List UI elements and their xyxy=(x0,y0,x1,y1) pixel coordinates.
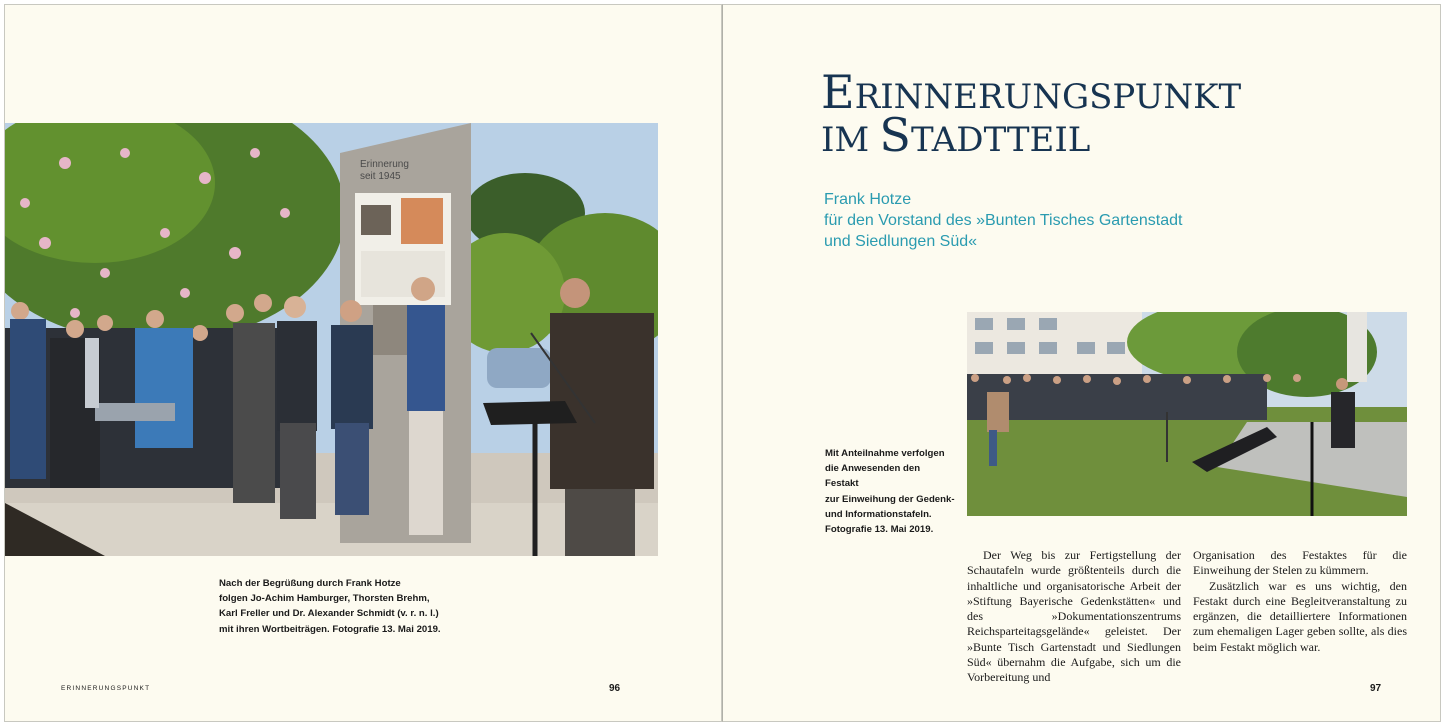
title-rest: RINNERUNGSPUNKT xyxy=(854,77,1242,117)
caption-line: folgen Jo-Achim Hamburger, Thorsten Brehm, xyxy=(219,593,430,605)
body-column-1 xyxy=(967,548,1181,686)
author-block xyxy=(824,189,1244,252)
ceremony-photo-speakers xyxy=(5,123,658,556)
body-paragraph: Zusätzlich war es uns wichtig, den Festakt durch eine Begleitveranstaltung zu ergänzen, die detailliertere Informationen zum ehemaligen Lager geben sollte, als dies beim Festakt möglich war. xyxy=(1193,578,1407,654)
sign-text-line-2: seit 1945 xyxy=(360,171,401,182)
title-word: IM xyxy=(821,120,870,160)
title-initial: S xyxy=(879,108,911,162)
page-number-left: 96 xyxy=(609,683,621,694)
photo-caption-left xyxy=(219,576,479,637)
author-affiliation: und Siedlungen Süd« xyxy=(824,233,978,250)
chapter-title xyxy=(821,65,1242,162)
title-line-2 xyxy=(821,108,1241,162)
page-number-right: 97 xyxy=(1370,683,1382,694)
body-column-2 xyxy=(1193,548,1407,655)
left-page xyxy=(4,4,722,722)
caption-line: Karl Freller und Dr. Alexander Schmidt (v. r. n. l.) xyxy=(219,608,439,620)
body-paragraph: Der Weg bis zur Fertigstellung der Schautafeln wurde größtenteils durch die inhaltliche und organisatorische Arbeit der »Stiftung Bayerische Gedenkstätten« und des »Dokumentationszentrums Reichsparteitagsgelände« geleistet. Der »Bunte Tisch Gartenstadt und Siedlungen Süd« übernahm die Aufgabe, sich um die Vorbereitung und xyxy=(967,548,1181,685)
caption-line: Fotografie 13. Mai 2019. xyxy=(825,524,934,536)
body-paragraph: Organisation des Festaktes für die Einweihung der Stelen zu kümmern. xyxy=(1193,548,1407,578)
author-name: Frank Hotze xyxy=(824,191,912,208)
photo-caption-right xyxy=(825,446,955,537)
caption-line: Nach der Begrüßung durch Frank Hotze xyxy=(219,578,401,589)
caption-line: zur Einweihung der Gedenk- xyxy=(825,493,955,505)
caption-line: mit ihren Wortbeiträgen. Fotografie 13. Mai 2019. xyxy=(219,623,441,635)
right-page xyxy=(722,4,1441,722)
title-rest: TADTTEIL xyxy=(910,120,1091,160)
title-initial: E xyxy=(821,65,855,119)
sign-text-line-1: Erinnerung xyxy=(360,159,409,170)
caption-line: und Informationstafeln. xyxy=(825,508,932,520)
author-affiliation: für den Vorstand des »Bunten Tisches Gartenstadt xyxy=(824,212,1183,229)
caption-line: die Anwesenden den Festakt xyxy=(825,463,921,490)
caption-line: Mit Anteilnahme verfolgen xyxy=(825,448,945,459)
running-head: ERINNERUNGSPUNKT xyxy=(61,685,151,692)
ceremony-photo-audience xyxy=(967,312,1407,516)
